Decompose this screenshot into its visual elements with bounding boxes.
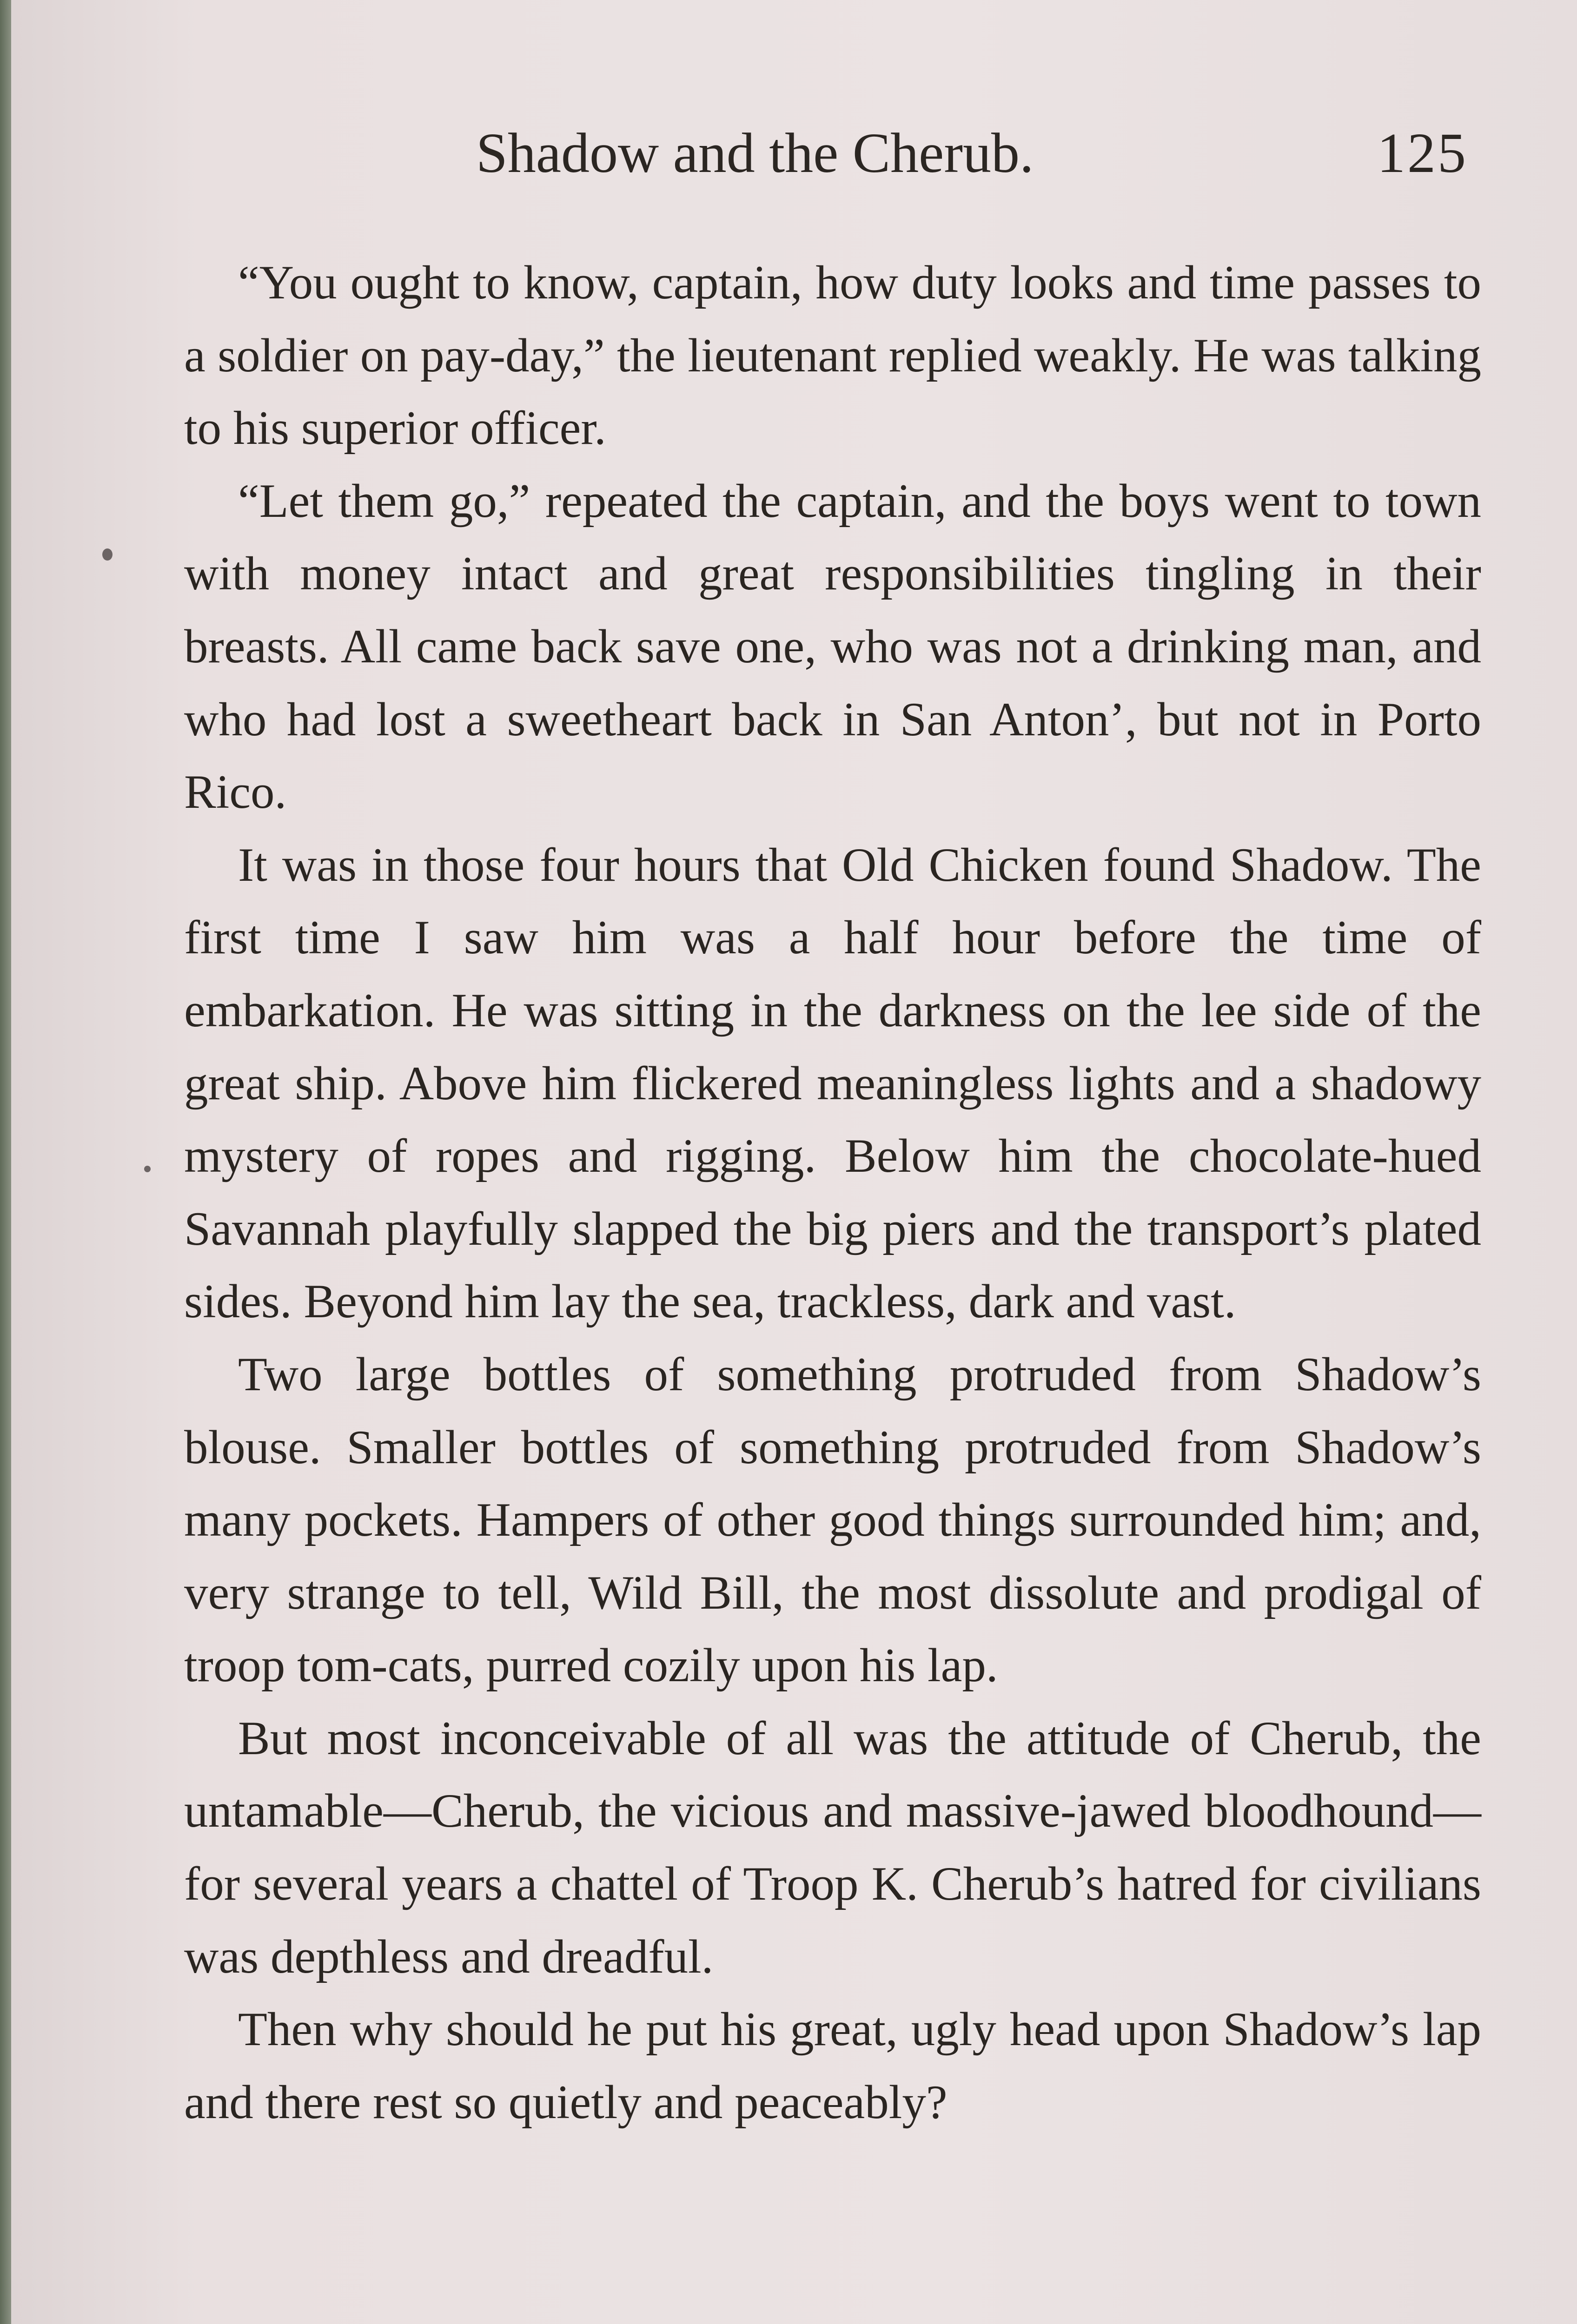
page-header — [11, 119, 1577, 193]
page-number: 125 — [1377, 122, 1468, 185]
paper-speck — [144, 1166, 151, 1172]
running-title: Shadow and the Cherub. — [476, 122, 1034, 185]
paragraph: But most inconceivable of all was the attitude of Cherub, the untamable—Cherub, the vicious and massive-jawed bloodhound—for several years a chattel of Troop K. Cherub’s hatred for civilians was depthless and dreadful. — [184, 1711, 1481, 1983]
paper-speck — [102, 548, 113, 561]
paragraph: Two large bottles of something protruded from Shadow’s blouse. Smaller bottles of something protruded from Shadow’s many pockets. Hampers of other good things surrounded him; and, very strange to tell, Wild Bill, the most dissolute and prodigal of troop tom-cats, purred cozily upon his lap. — [184, 1347, 1481, 1692]
body-text — [184, 246, 1481, 2139]
paragraph: “You ought to know, captain, how duty looks and time passes to a soldier on pay-day,” the lieutenant replied weakly. He was talking to his superior officer. — [184, 256, 1481, 455]
paragraph: “Let them go,” repeated the captain, and the boys went to town with money intact and great responsibilities tingling in their breasts. All came back save one, who was not a drinking man, and who had lost a sweetheart back in San Anton’, but not in Porto Rico. — [184, 474, 1481, 819]
book-page — [11, 0, 1577, 2324]
page-gutter — [0, 0, 11, 2324]
paragraph: Then why should he put his great, ugly head upon Shadow’s lap and there rest so quietly and peaceably? — [184, 2003, 1481, 2129]
paragraph: It was in those four hours that Old Chicken found Shadow. The first time I saw him was a half hour before the time of embarkation. He was sitting in the darkness on the lee side of the great ship. Above him flickered meaningless lights and a shadowy mystery of ropes and rigging. Below him the chocolate-hued Savannah playfully slapped the big piers and the transport’s plated sides. Beyond him lay the sea, trackless, dark and vast. — [184, 838, 1481, 1328]
